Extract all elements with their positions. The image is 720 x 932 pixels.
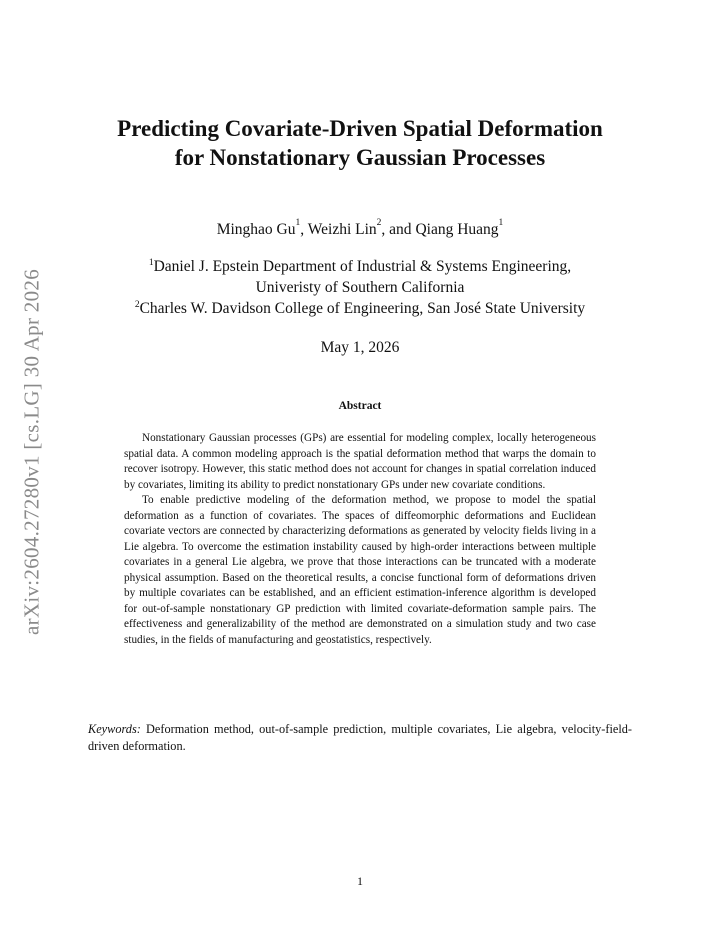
affiliation-line xyxy=(60,277,660,298)
author-name: Weizhi Lin xyxy=(307,221,377,238)
abstract-heading: Abstract xyxy=(338,400,382,412)
page-number: 1 xyxy=(357,874,363,888)
paper-title: Predicting Covariate-Driven Spatial Deformation for Nonstationary Gaussian Processes xyxy=(117,116,603,170)
author-name: Qiang Huang xyxy=(415,221,499,238)
abstract-body xyxy=(124,431,596,648)
affiliation-mark: 2 xyxy=(134,300,140,310)
affiliation-line xyxy=(60,256,660,277)
keywords xyxy=(88,721,632,755)
affiliation-text: Daniel J. Epstein Department of Industrial & Systems Engineering, xyxy=(153,258,572,275)
abstract-paragraph: Nonstationary Gaussian processes (GPs) are essential for modeling complex, locally heterogeneous spatial data. A common modeling approach is the spatial deformation method that warps the domain to recover isotropy. However, this static method does not account for changes in spatial correlation induced by covariates, limiting its ability to predict nonstationary GPs under new covariate conditions. xyxy=(124,432,596,491)
keywords-text: Deformation method, out-of-sample prediction, multiple covariates, Lie algebra, velocity-field-driven deformation. xyxy=(88,722,633,753)
author-affiliation-mark: 2 xyxy=(376,218,382,228)
affiliation-text: Univeristy of Southern California xyxy=(255,279,465,296)
author-name: Minghao Gu xyxy=(216,221,296,238)
affiliation-text: Charles W. Davidson College of Engineering, San José State University xyxy=(139,300,586,317)
publication-date: May 1, 2026 xyxy=(320,339,400,356)
affiliations xyxy=(60,256,660,319)
author-affiliation-mark: 1 xyxy=(498,218,504,228)
author-list xyxy=(60,218,660,239)
affiliation-line xyxy=(60,298,660,319)
abstract-paragraph: To enable predictive modeling of the deformation method, we propose to model the spatial deformation as a function of covariates. The spaces of diffeomorphic deformations and Euclidean covariate vectors are connected by characterizing deformations as generated by velocity fields living in a Lie algebra. To overcome the estimation instability caused by high-order interactions between multiple covariates in a general Lie algebra, we prove that those interactions can be truncated with a moderate physical assumption. Based on the theoretical results, a concise functional form of deformations driven by multiple covariates can be established, and an efficient estimation-inference algorithm is developed for out-of-sample nonstationary GP prediction with limited covariate-deformation sample pairs. The effectiveness and generalizability of the method are demonstrated on a simulation study and two case studies, in the fields of manufacturing and geostatistics, respectively. xyxy=(124,494,596,646)
affiliation-mark: 1 xyxy=(148,258,154,268)
arxiv-identifier: arXiv:2604.27280v1 [cs.LG] 30 Apr 2026 xyxy=(19,268,44,636)
author-separator: , xyxy=(300,221,308,238)
author-separator: , and xyxy=(381,221,416,238)
author-affiliation-mark: 1 xyxy=(295,218,301,228)
keywords-label: Keywords: xyxy=(88,722,141,736)
